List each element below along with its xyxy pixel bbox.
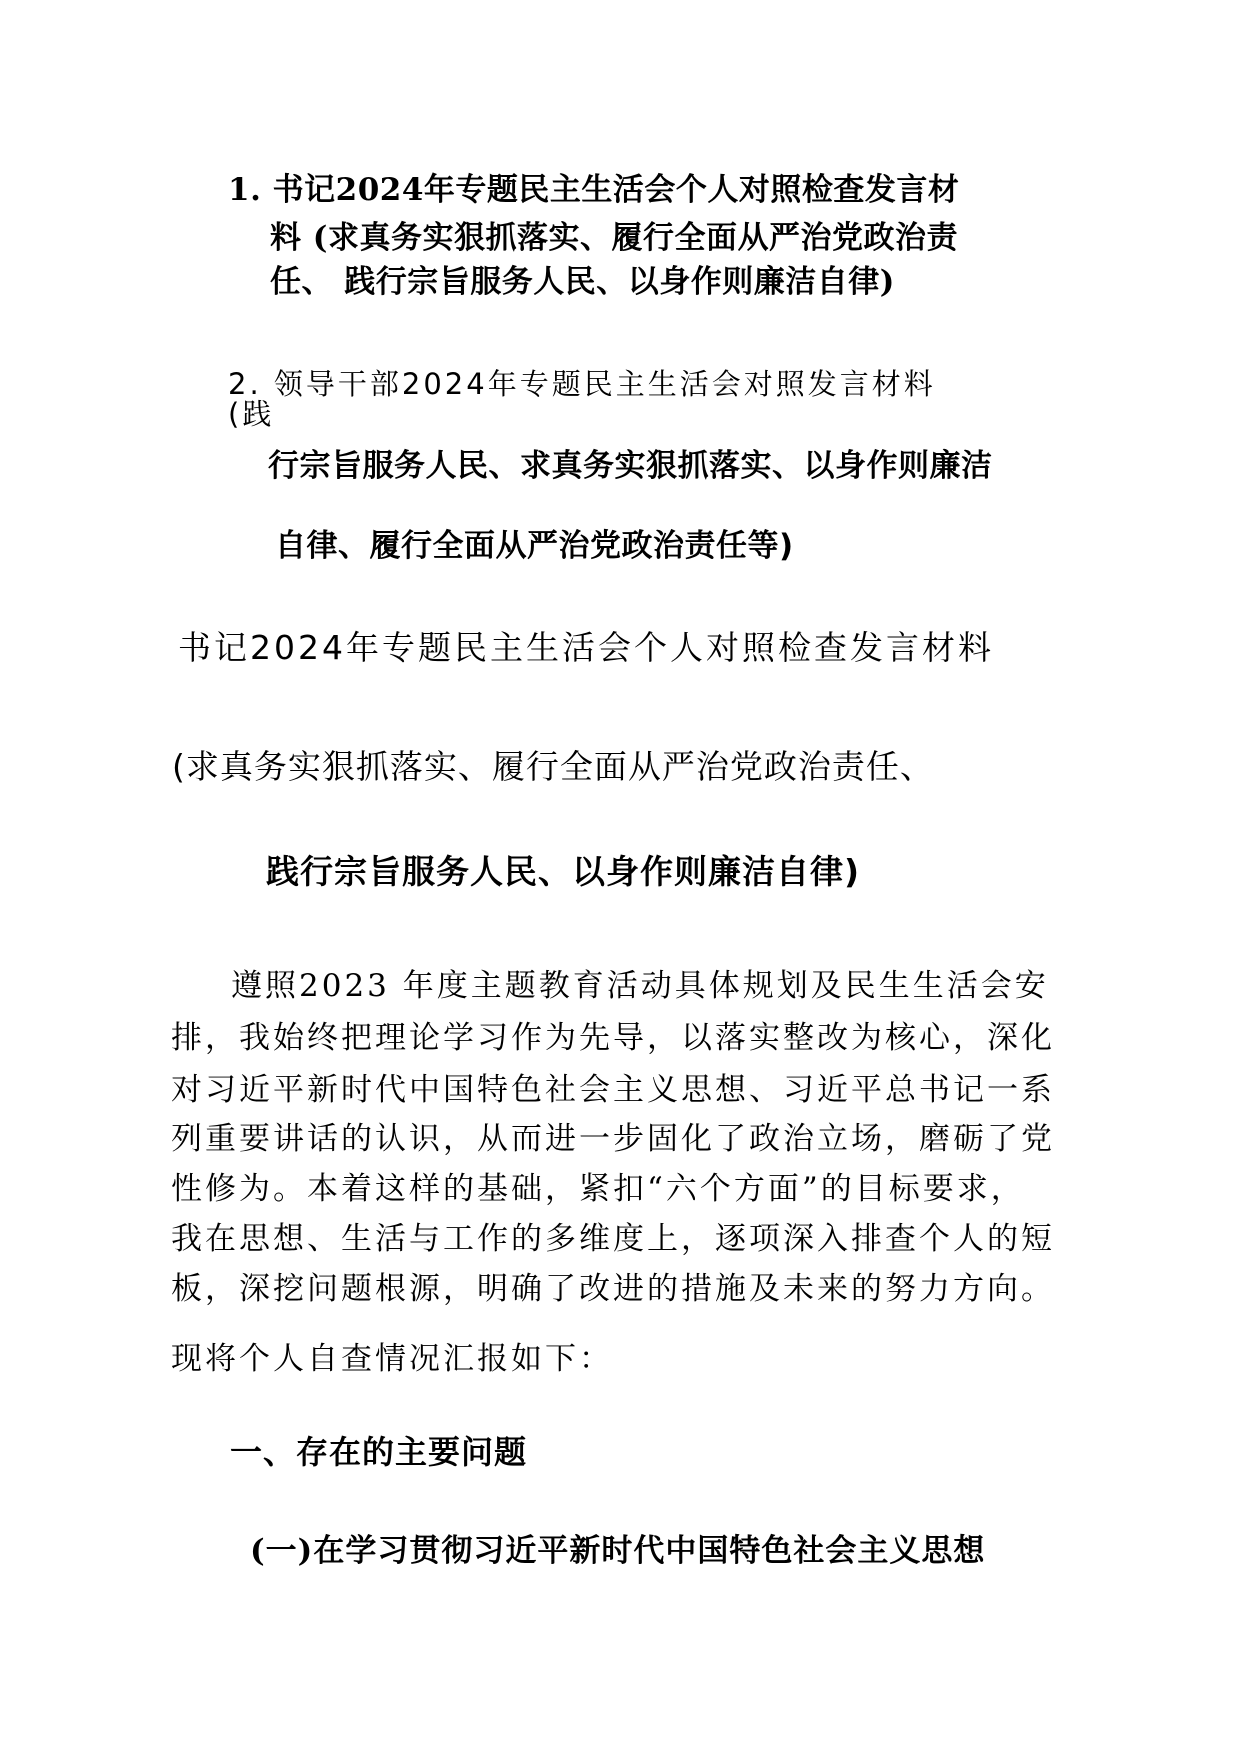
subsection-heading-1: (一)在学习贯彻习近平新时代中国特色社会主义思想 [250, 1533, 986, 1569]
intro-paragraph-line-1: 遵照2023 年度主题教育活动具体规划及民生生活会安 [231, 968, 1049, 1004]
document-subtitle-line-2: 践行宗旨服务人民、以身作则廉洁自律) [266, 852, 861, 891]
intro-paragraph-line-7: 板，深挖问题根源，明确了改进的措施及未来的努力方向。 [171, 1271, 1055, 1307]
intro-paragraph-line-6: 我在思想、生活与工作的多维度上，逐项深入排查个人的短 [171, 1221, 1055, 1257]
intro-paragraph-line-8: 现将个人自查情况汇报如下： [171, 1341, 613, 1377]
section-heading-1: 一、存在的主要问题 [230, 1433, 528, 1471]
toc-item-2-line-1: 2. 领导干部2024年专题民主生活会对照发言材料 [228, 367, 936, 401]
toc-item-2-line-3: 行宗旨服务人民、求真务实狠抓落实、以身作则廉洁 [268, 448, 993, 484]
intro-paragraph-line-5: 性修为。本着这样的基础，紧扣“六个方面”的目标要求， [171, 1171, 1025, 1207]
intro-paragraph-line-4: 列重要讲话的认识，从而进一步固化了政治立场，磨砺了党 [171, 1121, 1055, 1157]
toc-item-1-line-1: 1. 书记2024年专题民主生活会个人对照检查发言材 [228, 172, 960, 208]
toc-item-1-line-3: 任、 践行宗旨服务人民、以身作则廉洁自律) [270, 264, 895, 300]
intro-paragraph-line-3: 对习近平新时代中国特色社会主义思想、习近平总书记一系 [171, 1072, 1055, 1108]
toc-item-1-line-2: 料 (求真务实狠抓落实、履行全面从严治党政治责 [270, 220, 958, 256]
toc-item-2-line-4: 自律、履行全面从严治党政治责任等) [275, 528, 794, 564]
toc-item-2-line-2: (践 [228, 397, 275, 431]
document-subtitle-line-1: (求真务实狠抓落实、履行全面从严治党政治责任、 [172, 747, 934, 786]
document-title: 书记2024年专题民主生活会个人对照检查发言材料 [178, 628, 994, 667]
intro-paragraph-line-2: 排，我始终把理论学习作为先导，以落实整改为核心，深化 [171, 1020, 1055, 1056]
